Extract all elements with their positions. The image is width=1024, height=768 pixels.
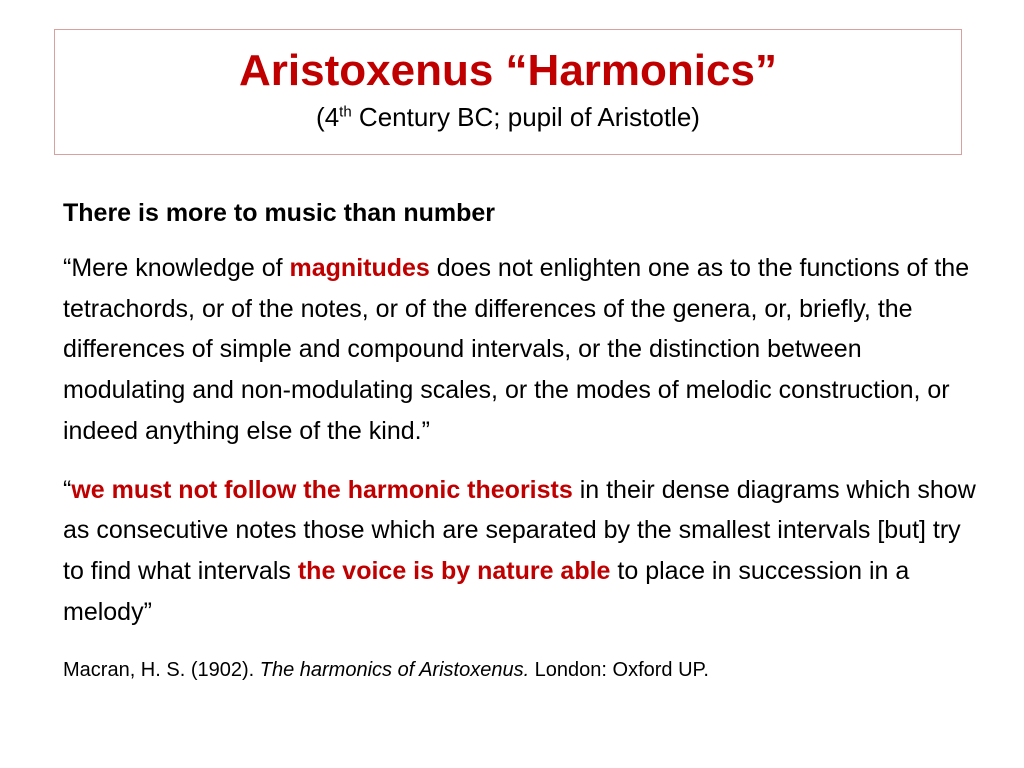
subtitle-prefix: (4 bbox=[316, 102, 340, 132]
slide-subtitle bbox=[55, 100, 961, 134]
section-heading: There is more to music than number bbox=[63, 199, 496, 227]
citation-publisher: London: Oxford UP. bbox=[529, 659, 709, 682]
slide-title: Aristoxenus “Harmonics” bbox=[239, 46, 777, 95]
quote1-post: does not enlighten one as to the functions of the tetrachords, or of the notes, or of the differences of the genera, or, briefly, the differences of simple and compound intervals, or the distinction between modulating and non-modulating scales, or the modes of melodic construction, or indeed anything else of the kind.” bbox=[63, 254, 970, 445]
quote2-open: “ bbox=[63, 475, 72, 504]
citation bbox=[63, 656, 978, 684]
citation-book-title: The harmonics of Aristoxenus. bbox=[259, 659, 530, 682]
quote2-mid: in their dense diagrams which show as consecutive notes those which are separated by the smallest intervals [but] try to find what intervals bbox=[63, 475, 976, 585]
citation-authors: Macran, H. S. (1902). bbox=[63, 659, 260, 682]
slide-body bbox=[63, 196, 978, 684]
quote2-post: to place in succession in a melody” bbox=[63, 556, 910, 626]
title-box bbox=[54, 29, 962, 155]
quote-paragraph-2 bbox=[63, 470, 978, 633]
subtitle-suffix: Century BC; pupil of Aristotle) bbox=[351, 102, 700, 132]
subtitle-superscript: th bbox=[339, 103, 352, 121]
quote1-pre: “Mere knowledge of bbox=[63, 254, 290, 282]
quote-paragraph-1 bbox=[63, 248, 978, 452]
quote2-highlight-1: we must not follow the harmonic theorists bbox=[71, 475, 573, 504]
quote1-highlight: magnitudes bbox=[289, 254, 430, 282]
quote2-highlight-2: the voice is by nature able bbox=[297, 556, 611, 585]
